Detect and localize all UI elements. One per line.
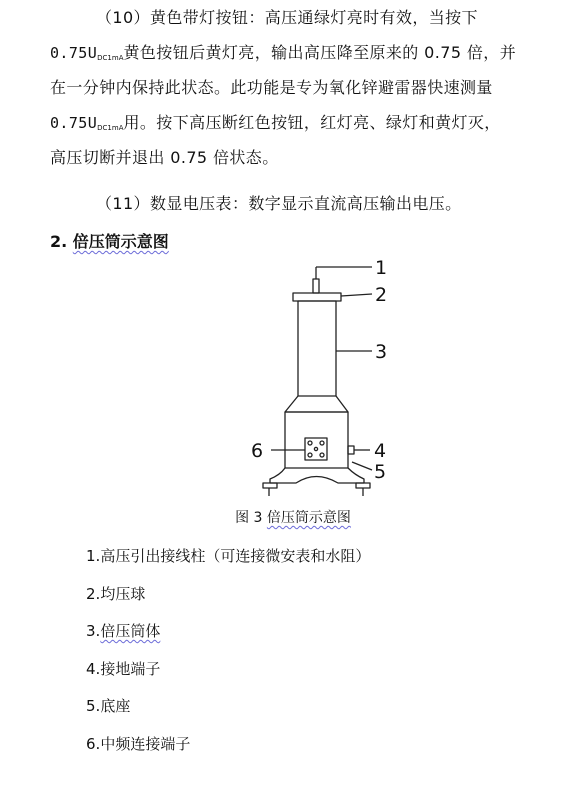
legend-item: 6.中频连接端子 xyxy=(86,734,191,753)
callout-1: 1 xyxy=(375,257,388,279)
callout-4: 4 xyxy=(374,440,387,462)
callout-6: 6 xyxy=(251,440,264,462)
callout-2: 2 xyxy=(375,284,388,306)
cylinder-body xyxy=(298,301,336,396)
legend-item: 4.接地端子 xyxy=(86,659,161,678)
legend-list xyxy=(86,538,370,763)
transition-shoulder xyxy=(285,396,348,412)
callout-5: 5 xyxy=(374,461,387,483)
legend-item: 1.高压引出接线柱（可连接微安表和水阻） xyxy=(86,547,371,565)
foot-right xyxy=(356,483,370,496)
paragraph-10-line-3: 在一分钟内保持此状态。此功能是专为氧化锌避雷器快速测量 xyxy=(50,78,493,97)
legend-item: 3.倍压筒体 xyxy=(86,622,161,640)
base-skirt xyxy=(270,468,364,483)
section-number: 2. xyxy=(50,232,68,251)
paragraph-11-line-1: （11）数显电压表：数字显示直流高压输出电压。 xyxy=(96,194,462,213)
foot-left xyxy=(263,483,277,496)
leader-2 xyxy=(341,294,372,296)
section-title: 倍压筒示意图 xyxy=(72,232,169,251)
legend-item: 2.均压球 xyxy=(86,584,146,603)
leader-5 xyxy=(352,462,372,470)
grading-ball xyxy=(293,293,341,301)
caption-title: 倍压筒示意图 xyxy=(266,510,351,526)
paragraph-10-line-2: $0.75U_{DC1mA}$黄色按钮后黄灯亮，输出高压降至原来的 0.75 倍，并 xyxy=(50,43,517,62)
terminal-post xyxy=(313,279,319,293)
legend-item: 5.底座 xyxy=(86,697,131,715)
paragraph-10-line-1: （10）黄色带灯按钮：高压通绿灯亮时有效，当按下 xyxy=(96,8,478,27)
caption-prefix: 图 3 xyxy=(235,510,263,526)
figure-caption xyxy=(0,507,586,527)
paragraph-10-line-5: 高压切断并退出 0.75 倍状态。 xyxy=(50,148,279,167)
paragraph-10-line-4: $0.75U_{DC1mA}$用。按下高压断红色按钮，红灯亮、绿灯和黄灯灭， xyxy=(50,113,501,132)
ground-terminal xyxy=(348,446,354,454)
callout-3: 3 xyxy=(375,341,388,363)
